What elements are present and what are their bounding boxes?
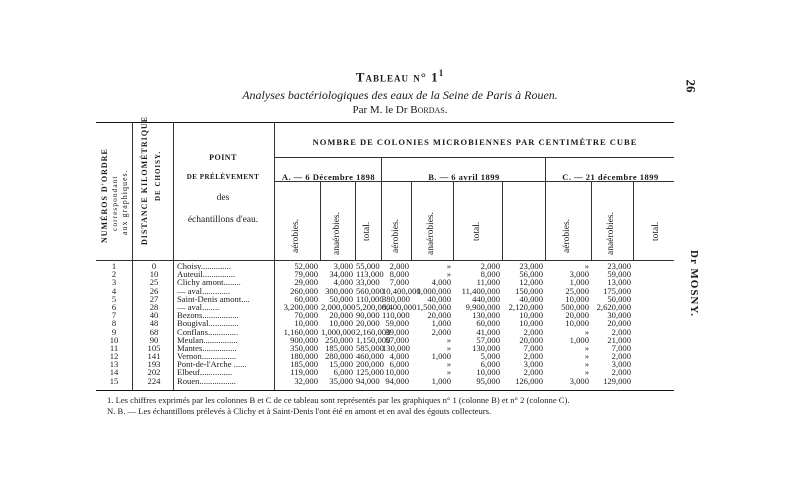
row-value: 23,000	[607, 261, 631, 271]
row-value: 41,000	[476, 326, 500, 337]
row-value: 126,000	[515, 375, 543, 386]
running-head: Dr MOSNY.	[688, 250, 700, 318]
row-value: 585,000	[356, 342, 384, 353]
row-distance: 10	[149, 269, 159, 280]
row-value: 125,000	[356, 367, 384, 378]
row-value: 2,000	[523, 367, 543, 378]
row-value: 5,000	[480, 351, 500, 362]
row-value: 29,000	[294, 277, 318, 288]
row-point: Vernon................	[177, 352, 237, 361]
row-number: 3	[111, 277, 117, 288]
row-number: 9	[111, 326, 117, 337]
row-value: 2,620,000	[596, 301, 631, 312]
row-value: 1,000,000	[321, 326, 356, 337]
row-value: 1,000,000	[416, 285, 451, 296]
row-number: 6	[111, 301, 117, 312]
col-header-b-anaerobies: anaérobies.	[426, 212, 436, 255]
row-value: »	[584, 351, 589, 362]
row-value: 119,000	[290, 367, 318, 378]
row-value: 20,000	[427, 310, 451, 321]
row-value: 110,000	[356, 293, 384, 304]
row-value: 50,000	[607, 293, 631, 304]
row-value: 250,000	[325, 334, 353, 345]
row-value: 4,000	[333, 277, 353, 288]
row-value: 1,000	[569, 277, 589, 288]
row-value: 6,000	[389, 359, 409, 370]
row-point: Bougival..............	[177, 319, 239, 328]
row-value: 33,000	[356, 277, 380, 288]
row-value: 1,000	[431, 351, 451, 362]
row-number: 15	[109, 375, 119, 386]
row-value: »	[584, 367, 589, 378]
row-value: 23,000	[519, 261, 543, 271]
row-point: Saint-Denis amont....	[177, 294, 250, 303]
table-title: Tableau n° $1^1$	[355, 68, 445, 85]
author-line: Par M. le Dr Bordas.	[352, 104, 448, 116]
row-value: 3,000	[569, 269, 589, 280]
row-distance: 26	[149, 285, 159, 296]
row-number: 12	[109, 351, 119, 362]
row-value: 70,000	[294, 310, 318, 321]
row-value: 280,000	[325, 351, 353, 362]
row-value: 20,000	[607, 318, 631, 329]
footnote-2: N. B. — Les échantillons prélevés à Clichy et à Saint-Denis l'ont été en amont et en aval des égouts collecteurs.	[107, 406, 492, 416]
row-value: 130,000	[382, 342, 410, 353]
table-body	[96, 262, 674, 385]
row-value: 2,120,000	[508, 301, 543, 312]
row-value: 1,160,000	[283, 326, 318, 337]
row-value: 20,000	[565, 310, 589, 321]
row-value: 180,000	[290, 351, 318, 362]
row-value: 3,000	[569, 375, 589, 386]
row-value: 90,000	[356, 310, 380, 321]
row-point: Elbeuf...............	[177, 368, 233, 377]
col-header-point-4: échantillons d'eau.	[187, 215, 259, 225]
row-value: »	[446, 367, 451, 378]
row-value: 300,000	[325, 285, 353, 296]
row-value: 60,000	[294, 293, 318, 304]
row-distance: 68	[149, 326, 159, 337]
row-value: »	[446, 359, 451, 370]
row-value: »	[446, 261, 451, 271]
row-value: 3,000	[333, 261, 353, 271]
row-number: 8	[111, 318, 117, 329]
row-value: 10,000	[519, 318, 543, 329]
row-distance: 202	[147, 367, 161, 378]
row-value: »	[446, 342, 451, 353]
row-value: 3,200,000	[283, 301, 318, 312]
row-number: 7	[111, 310, 117, 321]
row-value: 79,000	[294, 269, 318, 280]
row-value: 39,000	[385, 326, 409, 337]
row-value: 8,000	[480, 269, 500, 280]
row-point: Auteuil...............	[177, 270, 236, 279]
row-value: 40,000	[427, 293, 451, 304]
row-point: Meulan................	[177, 335, 238, 344]
row-value: 2,000	[431, 326, 451, 337]
col-header-date-b: B. — 6 avril 1899	[428, 172, 500, 182]
row-value: 50,000	[329, 293, 353, 304]
row-number: 13	[109, 359, 119, 370]
row-point: Conflans..............	[177, 327, 239, 336]
col-header-point-2: DE PRÉLÈVEMENT	[186, 173, 260, 181]
row-value: »	[584, 359, 589, 370]
row-value: 40,000	[519, 293, 543, 304]
row-value: 7,000	[611, 342, 631, 353]
row-value: 11,000	[476, 277, 500, 288]
row-value: 25,000	[565, 285, 589, 296]
row-value: 113,000	[356, 269, 384, 280]
col-header-numero-sub2: aux graphiques.	[120, 169, 129, 235]
row-value: 34,000	[329, 269, 353, 280]
col-header-date-a: A. — 6 Décembre 1898	[281, 172, 376, 182]
row-number: 11	[109, 342, 119, 353]
bacteriology-table	[96, 115, 674, 391]
row-distance: 48	[149, 318, 159, 329]
row-point: Choisy..............	[177, 262, 231, 271]
footnote-1: 1. Les chiffres exprimés par les colonnes B et C de ce tableau sont représentés par les graphiques n° 1 (colonne B) et n° 2 (colonne C).	[107, 395, 570, 405]
row-point: — aval.............	[177, 286, 230, 295]
row-value: 56,000	[519, 269, 543, 280]
row-value: 30,000	[607, 310, 631, 321]
row-value: 9,900,000	[465, 301, 500, 312]
row-value: 2,000	[523, 351, 543, 362]
col-header-c-anaerobies: anaérobies.	[606, 212, 616, 255]
row-value: 7,000	[523, 342, 543, 353]
col-header-a-aerobies: aérobies.	[291, 218, 301, 253]
row-value: 3,000	[611, 359, 631, 370]
row-value: 94,000	[356, 375, 380, 386]
row-value: 95,000	[476, 375, 500, 386]
col-header-distance-sub: DE CHOISY.	[154, 150, 162, 201]
row-value: 20,000	[519, 334, 543, 345]
row-value: 5,200,000	[356, 301, 391, 312]
row-value: 10,000	[329, 318, 353, 329]
row-value: 57,000	[476, 334, 500, 345]
row-value: 1,000	[431, 375, 451, 386]
row-number: 4	[111, 285, 117, 296]
table-subtitle: Analyses bactériologiques des eaux de la Seine de Paris à Rouen.	[242, 88, 558, 102]
row-value: 130,000	[472, 342, 500, 353]
col-header-a-anaerobies: anaérobies.	[332, 212, 342, 255]
row-value: 130,000	[472, 310, 500, 321]
col-header-numero-sub1: correspondant	[110, 175, 119, 231]
row-value: 20,000	[356, 318, 380, 329]
row-value: 560,000	[356, 285, 384, 296]
row-value: 185,000	[325, 342, 353, 353]
row-value: 129,000	[603, 375, 631, 386]
row-value: 15,000	[329, 359, 353, 370]
col-header-c-aerobies: aérobies.	[562, 218, 572, 253]
row-distance: 105	[147, 342, 161, 353]
col-header-numero: NUMÉROS D'ORDRE	[100, 148, 109, 243]
row-value: 2,160,000	[356, 326, 391, 337]
col-header-b-total: total.	[472, 221, 482, 241]
table-row	[96, 377, 674, 385]
col-header-point-3: des	[216, 193, 230, 203]
row-value: 380,000	[382, 293, 410, 304]
row-value: 10,000	[294, 318, 318, 329]
row-number: 2	[111, 269, 117, 280]
row-value: 175,000	[603, 285, 631, 296]
row-number: 1	[111, 261, 117, 271]
row-number: 5	[111, 293, 117, 304]
row-distance: 27	[149, 293, 159, 304]
row-value: 2,000	[523, 326, 543, 337]
row-value: 1,000	[569, 334, 589, 345]
row-value: 13,000	[607, 277, 631, 288]
col-header-distance: DISTANCE KILOMÉTRIQUE	[140, 115, 149, 245]
row-value: 2,000	[611, 367, 631, 378]
row-value: 200,000	[356, 359, 384, 370]
row-value: 32,000	[294, 375, 318, 386]
col-header-point-1: POINT	[209, 153, 237, 162]
row-value: 55,000	[356, 261, 380, 271]
row-value: 1,150,000	[356, 334, 391, 345]
row-value: 21,000	[607, 334, 631, 345]
row-value: 20,000	[329, 310, 353, 321]
col-header-nombre: NOMBRE DE COLONIES MICROBIENNES PAR CENTIMÈTRE CUBE	[312, 137, 638, 147]
row-value: 4,000	[389, 351, 409, 362]
row-value: 150,000	[515, 285, 543, 296]
row-value: 4,000	[431, 277, 451, 288]
row-distance: 25	[149, 277, 159, 288]
row-value: 59,000	[607, 269, 631, 280]
row-value: 6,000	[333, 367, 353, 378]
page-number: 26	[683, 79, 699, 93]
col-header-date-c: C. — 21 décembre 1899	[562, 172, 659, 182]
row-value: 8,000	[389, 269, 409, 280]
row-distance: 224	[147, 375, 161, 386]
row-value: 2,000	[611, 326, 631, 337]
row-distance: 193	[147, 359, 161, 370]
row-value: »	[584, 342, 589, 353]
row-value: 185,000	[290, 359, 318, 370]
row-value: 10,000	[476, 367, 500, 378]
row-distance: 40	[149, 310, 159, 321]
row-value: 2,000	[480, 261, 500, 271]
row-value: 2,000	[611, 351, 631, 362]
row-value: 260,000	[290, 285, 318, 296]
row-value: 2,000	[389, 261, 409, 271]
row-value: »	[584, 261, 589, 271]
row-value: 1,000	[431, 318, 451, 329]
row-distance: 141	[147, 351, 161, 362]
row-value: 110,000	[382, 310, 410, 321]
row-value: 57,000	[385, 334, 409, 345]
row-value: 1,500,000	[416, 301, 451, 312]
row-value: »	[446, 269, 451, 280]
row-point: Rouen.................	[177, 376, 236, 385]
row-value: 10,400,000	[382, 285, 421, 296]
col-header-c-total: total.	[651, 221, 661, 241]
row-value: 10,000	[565, 318, 589, 329]
row-point: Bezons.................	[177, 311, 239, 320]
row-value: 12,000	[519, 277, 543, 288]
row-value: 500,000	[561, 301, 589, 312]
row-point: Mantes................	[177, 343, 237, 353]
row-value: 900,000	[290, 334, 318, 345]
row-number: 14	[109, 367, 119, 378]
row-distance: 90	[149, 334, 159, 345]
row-value: 94,000	[385, 375, 409, 386]
row-point: Pont-de-l'Arche ......	[177, 360, 247, 369]
row-value: 2,000,000	[321, 301, 356, 312]
row-value: 460,000	[356, 351, 384, 362]
row-value: »	[584, 326, 589, 337]
row-distance: 28	[149, 301, 159, 312]
row-value: 59,000	[385, 318, 409, 329]
row-point: Clichy amont........	[177, 278, 241, 287]
row-value: 10,000	[565, 293, 589, 304]
row-value: 8,400,000	[382, 301, 417, 312]
footnotes	[107, 395, 707, 417]
row-distance: 0	[151, 261, 157, 271]
row-value: 10,000	[519, 310, 543, 321]
row-value: 7,000	[389, 277, 409, 288]
row-value: 3,000	[523, 359, 543, 370]
col-header-a-total: total.	[362, 221, 372, 241]
row-value: 350,000	[290, 342, 318, 353]
col-header-b-aerobies: aérobies.	[391, 218, 401, 253]
row-value: 440,000	[472, 293, 500, 304]
row-number: 10	[109, 334, 119, 345]
row-value: 10,000	[385, 367, 409, 378]
row-value: 11,400,000	[461, 285, 500, 296]
row-value: 60,000	[476, 318, 500, 329]
row-value: 35,000	[329, 375, 353, 386]
row-value: 6,000	[480, 359, 500, 370]
row-point: — aval........	[177, 302, 220, 312]
row-value: »	[446, 334, 451, 345]
row-value: 52,000	[294, 261, 318, 271]
